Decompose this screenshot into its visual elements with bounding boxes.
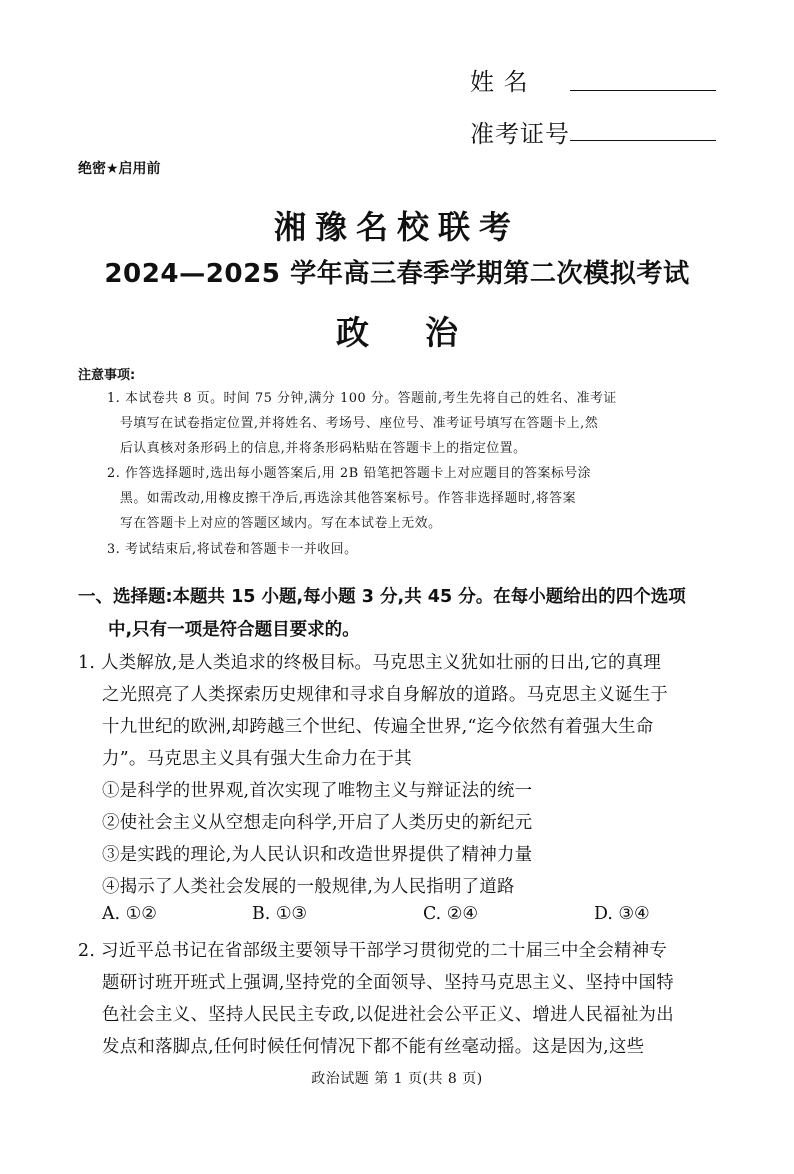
statement-3: ③是实践的理论,为人民认识和改造世界提供了精神力量 [102,845,533,865]
notice-heading: 注意事项: [78,368,136,383]
option-a[interactable]: A. ①② [102,904,157,924]
question-1-text: 力”。马克思主义具有强大生命力在于其 [102,749,412,769]
notice-line: 3. 考试结束后,将试卷和答题卡一并收回。 [107,542,358,557]
name-label: 姓 名 [470,68,529,96]
statement-1: ①是科学的世界观,首次实现了唯物主义与辩证法的统一 [102,781,533,801]
notice-line: 黑。如需改动,用橡皮擦干净后,再选涂其他答案标号。作答非选择题时,将答案 [120,491,577,506]
option-c[interactable]: C. ②④ [423,904,478,924]
option-b[interactable]: B. ①③ [252,904,308,924]
subject-title: 政治 [336,313,514,352]
option-d[interactable]: D. ③④ [594,904,650,924]
exam-title: 2024—2025 学年高三春季学期第二次模拟考试 [104,259,690,289]
notice-line: 2. 作答选择题时,选出每小题答案后,用 2B 铅笔把答题卡上对应题目的答案标号涂 [107,466,592,481]
question-1-text: 1. 人类解放,是人类追求的终极目标。马克思主义犹如壮丽的日出,它的真理 [78,653,662,673]
section-heading-cont: 中,只有一项是符合题目要求的。 [108,620,360,640]
question-2-text: 色社会主义、坚持人民民主专政,以促进社会公平正义、增进人民福祉为出 [102,1005,674,1025]
statement-2: ②使社会主义从空想走向科学,开启了人类历史的新纪元 [102,813,533,833]
exam-id-label: 准考证号 [470,120,570,148]
notice-line: 号填写在试卷指定位置,并将姓名、考场号、座位号、准考证号填写在答题卡上,然 [120,416,599,431]
notice-line: 后认真核对条形码上的信息,并将条形码粘贴在答题卡上的指定位置。 [120,441,527,456]
question-1-text: 十九世纪的欧洲,却跨越三个世纪、传遍全世界,“迄今依然有着强大生命 [102,717,654,737]
question-2-text: 题研讨班开班式上强调,坚持党的全面领导、坚持马克思主义、坚持中国特 [102,973,674,993]
exam-union-title: 湘豫名校联考 [273,208,520,246]
exam-id-field[interactable] [570,140,716,141]
notice-line: 1. 本试卷共 8 页。时间 75 分钟,满分 100 分。答题前,考生先将自己的姓名、准考证 [107,391,617,406]
page-footer: 政治试题 第 1 页(共 8 页) [311,1071,483,1087]
question-1-text: 之光照亮了人类探索历史规律和寻求自身解放的道路。马克思主义诞生于 [102,685,669,705]
question-2-text: 发点和落脚点,任何时候任何情况下都不能有丝毫动摇。这是因为,这些 [102,1037,645,1057]
name-field[interactable] [570,90,716,91]
secret-mark: 绝密★启用前 [78,161,161,177]
section-heading: 一、选择题:本题共 15 小题,每小题 3 分,共 45 分。在每小题给出的四个选项 [78,587,686,607]
question-2-text: 2. 习近平总书记在省部级主要领导干部学习贯彻党的二十届三中全会精神专 [78,941,668,961]
statement-4: ④揭示了人类社会发展的一般规律,为人民指明了道路 [102,877,515,897]
notice-line: 写在答题卡上对应的答题区域内。写在本试卷上无效。 [120,516,442,531]
